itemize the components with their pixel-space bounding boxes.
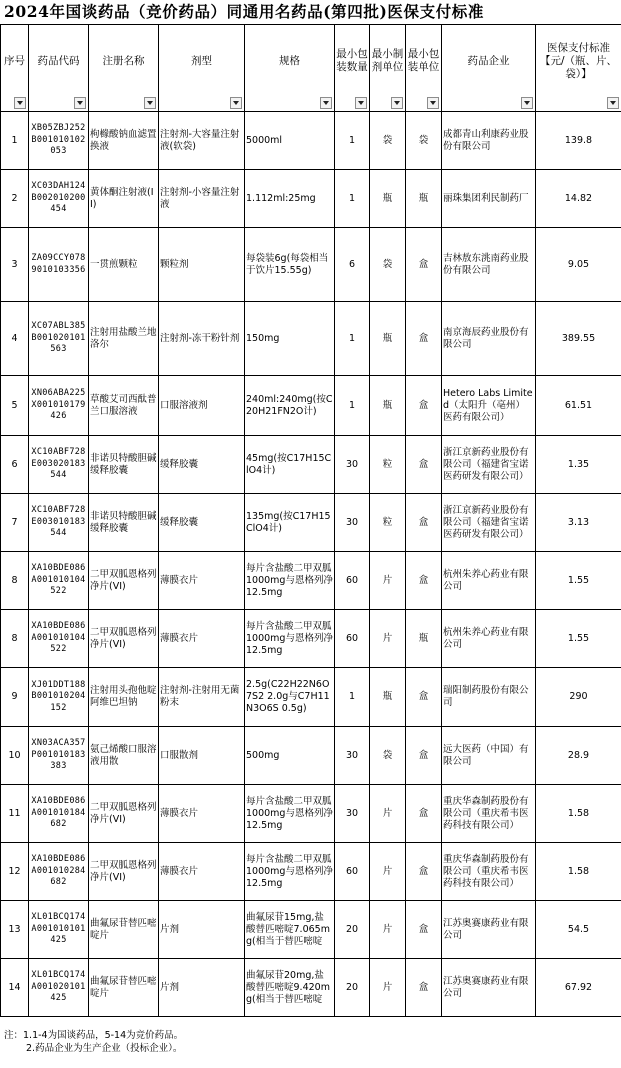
- registered-name-cell[interactable]: 氨己烯酸口服溶液用散: [89, 727, 159, 785]
- registered-name-cell[interactable]: 非诺贝特酸胆碱缓释胶囊: [89, 436, 159, 494]
- min-pack-unit-cell[interactable]: 盒: [406, 376, 442, 436]
- min-unit-cell[interactable]: 袋: [370, 112, 406, 170]
- company-cell[interactable]: 远大医药（中国）有限公司: [442, 727, 536, 785]
- company-cell[interactable]: 南京海辰药业股份有限公司: [442, 302, 536, 376]
- footnote-line: 2.药品企业为生产企业（投标企业）。: [26, 1043, 183, 1054]
- table-row: [1, 901, 621, 959]
- payment-standard-cell[interactable]: 139.8: [536, 112, 621, 170]
- min-pack-qty-cell[interactable]: 1: [335, 668, 370, 727]
- row-number-cell[interactable]: 6: [1, 436, 29, 494]
- company-cell[interactable]: 重庆华森制药股份有限公司（重庆希韦医药科技有限公司）: [442, 843, 536, 901]
- row-number-cell[interactable]: 11: [1, 785, 29, 843]
- column-header: 最小包装单位: [406, 25, 442, 112]
- min-pack-qty-cell[interactable]: 1: [335, 376, 370, 436]
- filter-dropdown-icon[interactable]: [521, 97, 533, 109]
- row-number-cell[interactable]: 14: [1, 959, 29, 1017]
- specification-cell[interactable]: 每片含盐酸二甲双胍1000mg与恩格列净12.5mg: [245, 552, 335, 610]
- filter-dropdown-icon[interactable]: [320, 97, 332, 109]
- min-pack-qty-cell[interactable]: 60: [335, 843, 370, 901]
- payment-standard-cell[interactable]: 1.55: [536, 552, 621, 610]
- min-unit-cell[interactable]: 粒: [370, 494, 406, 552]
- dosage-form-cell[interactable]: 缓释胶囊: [159, 494, 245, 552]
- drug-code-cell[interactable]: XA10BDE086A001010104522: [29, 552, 89, 610]
- min-unit-cell[interactable]: 瓶: [370, 302, 406, 376]
- registered-name-cell[interactable]: 二甲双胍恩格列净片(VI): [89, 843, 159, 901]
- specification-cell[interactable]: 2.5g(C22H22N6O7S2 2.0g与C7H11N3O6S 0.5g): [245, 668, 335, 727]
- dosage-form-cell[interactable]: 颗粒剂: [159, 228, 245, 302]
- company-cell[interactable]: 丽珠集团利民制药厂: [442, 170, 536, 228]
- dosage-form-cell[interactable]: 薄膜衣片: [159, 610, 245, 668]
- payment-standard-cell[interactable]: 389.55: [536, 302, 621, 376]
- min-pack-unit-cell[interactable]: 盒: [406, 668, 442, 727]
- row-number-cell[interactable]: 8: [1, 552, 29, 610]
- table-row: [1, 494, 621, 552]
- specification-cell[interactable]: 每片含盐酸二甲双胍1000mg与恩格列净12.5mg: [245, 843, 335, 901]
- min-pack-qty-cell[interactable]: 6: [335, 228, 370, 302]
- min-pack-qty-cell[interactable]: 60: [335, 610, 370, 668]
- drug-code-cell[interactable]: XB05ZBJ252B001010102053: [29, 112, 89, 170]
- min-pack-unit-cell[interactable]: 瓶: [406, 610, 442, 668]
- row-number-cell[interactable]: 8: [1, 610, 29, 668]
- min-pack-unit-cell[interactable]: 袋: [406, 112, 442, 170]
- row-number-cell[interactable]: 10: [1, 727, 29, 785]
- dosage-form-cell[interactable]: 注射剂-注射用无菌粉末: [159, 668, 245, 727]
- min-pack-unit-cell[interactable]: 盒: [406, 727, 442, 785]
- min-unit-cell[interactable]: 片: [370, 843, 406, 901]
- table-row: [1, 112, 621, 170]
- dosage-form-cell[interactable]: 薄膜衣片: [159, 552, 245, 610]
- specification-cell[interactable]: 每片含盐酸二甲双胍1000mg与恩格列净12.5mg: [245, 610, 335, 668]
- table-row: [1, 843, 621, 901]
- row-number-cell[interactable]: 7: [1, 494, 29, 552]
- min-unit-cell[interactable]: 袋: [370, 228, 406, 302]
- drug-code-cell[interactable]: XC07ABL385B001020101563: [29, 302, 89, 376]
- header-row: [1, 25, 621, 112]
- specification-cell[interactable]: 5000ml: [245, 112, 335, 170]
- registered-name-cell[interactable]: 枸橼酸钠血滤置换液: [89, 112, 159, 170]
- registered-name-cell[interactable]: 二甲双胍恩格列净片(VI): [89, 610, 159, 668]
- footnote: [4, 1029, 183, 1055]
- filter-dropdown-icon[interactable]: [391, 97, 403, 109]
- dosage-form-cell[interactable]: 口服散剂: [159, 727, 245, 785]
- column-header: 注册名称: [89, 25, 159, 112]
- payment-standard-cell[interactable]: 3.13: [536, 494, 621, 552]
- specification-cell[interactable]: 每片含盐酸二甲双胍1000mg与恩格列净12.5mg: [245, 785, 335, 843]
- drug-code-cell[interactable]: XA10BDE086A001010104522: [29, 610, 89, 668]
- filter-dropdown-icon[interactable]: [355, 97, 367, 109]
- table-body: [1, 112, 621, 1017]
- company-cell[interactable]: 吉林敖东洮南药业股份有限公司: [442, 228, 536, 302]
- registered-name-cell[interactable]: 一贯煎颗粒: [89, 228, 159, 302]
- min-pack-qty-cell[interactable]: 30: [335, 727, 370, 785]
- min-pack-unit-cell[interactable]: 盒: [406, 843, 442, 901]
- company-cell[interactable]: 杭州朱养心药业有限公司: [442, 552, 536, 610]
- min-pack-unit-cell[interactable]: 盒: [406, 901, 442, 959]
- min-pack-qty-cell[interactable]: 1: [335, 302, 370, 376]
- drug-code-cell[interactable]: XC10ABF728E003020183544: [29, 436, 89, 494]
- table-row: [1, 228, 621, 302]
- min-pack-qty-cell[interactable]: 20: [335, 959, 370, 1017]
- filter-dropdown-icon[interactable]: [74, 97, 86, 109]
- table-row: [1, 552, 621, 610]
- min-unit-cell[interactable]: 片: [370, 785, 406, 843]
- dosage-form-cell[interactable]: 注射剂-小容量注射液: [159, 170, 245, 228]
- row-number-cell[interactable]: 1: [1, 112, 29, 170]
- registered-name-cell[interactable]: 草酸艾司西酞普兰口服溶液: [89, 376, 159, 436]
- row-number-cell[interactable]: 4: [1, 302, 29, 376]
- table-row: [1, 436, 621, 494]
- company-cell[interactable]: Hetero Labs Limited（太阳升（亳州）医药有限公司）: [442, 376, 536, 436]
- dosage-form-cell[interactable]: 缓释胶囊: [159, 436, 245, 494]
- payment-standard-cell[interactable]: 290: [536, 668, 621, 727]
- min-unit-cell[interactable]: 瓶: [370, 376, 406, 436]
- registered-name-cell[interactable]: 曲氟尿苷替匹嘧啶片: [89, 959, 159, 1017]
- dosage-form-cell[interactable]: 注射剂-冻干粉针剂: [159, 302, 245, 376]
- company-cell[interactable]: 浙江京新药业股份有限公司（福建省宝诺医药研发有限公司）: [442, 436, 536, 494]
- drug-code-cell[interactable]: ZA09CCY0789010103356: [29, 228, 89, 302]
- company-cell[interactable]: 江苏奥赛康药业有限公司: [442, 959, 536, 1017]
- payment-standard-cell[interactable]: 28.9: [536, 727, 621, 785]
- min-unit-cell[interactable]: 瓶: [370, 668, 406, 727]
- min-pack-unit-cell[interactable]: 盒: [406, 552, 442, 610]
- min-unit-cell[interactable]: 片: [370, 901, 406, 959]
- min-pack-unit-cell[interactable]: 盒: [406, 302, 442, 376]
- dosage-form-cell[interactable]: 薄膜衣片: [159, 785, 245, 843]
- min-unit-cell[interactable]: 袋: [370, 727, 406, 785]
- row-number-cell[interactable]: 3: [1, 228, 29, 302]
- registered-name-cell[interactable]: 曲氟尿苷替匹嘧啶片: [89, 901, 159, 959]
- row-number-cell[interactable]: 5: [1, 376, 29, 436]
- company-cell[interactable]: 重庆华森制药股份有限公司（重庆希韦医药科技有限公司）: [442, 785, 536, 843]
- specification-cell[interactable]: 1.112ml:25mg: [245, 170, 335, 228]
- filter-dropdown-icon[interactable]: [144, 97, 156, 109]
- page-title: 2024年国谈药品（竞价药品）同通用名药品(第四批)医保支付标准: [4, 2, 485, 21]
- payment-standard-cell[interactable]: 1.58: [536, 785, 621, 843]
- company-cell[interactable]: 江苏奥赛康药业有限公司: [442, 901, 536, 959]
- specification-cell[interactable]: 150mg: [245, 302, 335, 376]
- registered-name-cell[interactable]: 黄体酮注射液(II): [89, 170, 159, 228]
- dosage-form-cell[interactable]: 注射剂-大容量注射液(软袋): [159, 112, 245, 170]
- drug-code-cell[interactable]: XC10ABF728E003010183544: [29, 494, 89, 552]
- data-table: [0, 24, 621, 1017]
- min-unit-cell[interactable]: 粒: [370, 436, 406, 494]
- specification-cell[interactable]: 500mg: [245, 727, 335, 785]
- min-pack-qty-cell[interactable]: 30: [335, 494, 370, 552]
- min-unit-cell[interactable]: 片: [370, 552, 406, 610]
- min-pack-unit-cell[interactable]: 盒: [406, 785, 442, 843]
- table-row: [1, 376, 621, 436]
- column-header: 最小制剂单位: [370, 25, 406, 112]
- payment-standard-cell[interactable]: 1.58: [536, 843, 621, 901]
- min-pack-qty-cell[interactable]: 1: [335, 112, 370, 170]
- registered-name-cell[interactable]: 二甲双胍恩格列净片(VI): [89, 785, 159, 843]
- company-cell[interactable]: 瑞阳制药股份有限公司: [442, 668, 536, 727]
- drug-code-cell[interactable]: XJ01DDT188B001010204152: [29, 668, 89, 727]
- min-pack-unit-cell[interactable]: 瓶: [406, 170, 442, 228]
- specification-cell[interactable]: 曲氟尿苷20mg,盐酸替匹嘧啶9.420mg(相当于替匹嘧啶: [245, 959, 335, 1017]
- dosage-form-cell[interactable]: 口服溶液剂: [159, 376, 245, 436]
- specification-cell[interactable]: 曲氟尿苷15mg,盐酸替匹嘧啶7.065mg(相当于替匹嘧啶: [245, 901, 335, 959]
- drug-code-cell[interactable]: XC03DAH124B002010200454: [29, 170, 89, 228]
- company-cell[interactable]: 杭州朱养心药业有限公司: [442, 610, 536, 668]
- min-unit-cell[interactable]: 瓶: [370, 170, 406, 228]
- registered-name-cell[interactable]: 注射用盐酸兰地洛尔: [89, 302, 159, 376]
- dosage-form-cell[interactable]: 薄膜衣片: [159, 843, 245, 901]
- min-unit-cell[interactable]: 片: [370, 959, 406, 1017]
- table-row: [1, 959, 621, 1017]
- row-number-cell[interactable]: 2: [1, 170, 29, 228]
- table-row: [1, 727, 621, 785]
- payment-standard-cell[interactable]: 67.92: [536, 959, 621, 1017]
- table-row: [1, 302, 621, 376]
- column-header: 最小包装数量: [335, 25, 370, 112]
- drug-code-cell[interactable]: XN03ACA357P001010183383: [29, 727, 89, 785]
- specification-cell[interactable]: 每袋装6g(每袋相当于饮片15.55g): [245, 228, 335, 302]
- company-cell[interactable]: 成都青山利康药业股份有限公司: [442, 112, 536, 170]
- company-cell[interactable]: 浙江京新药业股份有限公司（福建省宝诺医药研发有限公司）: [442, 494, 536, 552]
- column-header: 规格: [245, 25, 335, 112]
- payment-standard-cell[interactable]: 1.55: [536, 610, 621, 668]
- min-pack-qty-cell[interactable]: 20: [335, 901, 370, 959]
- footnote-line: 注：1.1-4为国谈药品，5-14为竞价药品。: [4, 1030, 184, 1041]
- column-header: 药品企业: [442, 25, 536, 112]
- payment-standard-cell[interactable]: 14.82: [536, 170, 621, 228]
- table-row: [1, 170, 621, 228]
- row-number-cell[interactable]: 12: [1, 843, 29, 901]
- column-header: 序号: [1, 25, 29, 112]
- registered-name-cell[interactable]: 二甲双胍恩格列净片(VI): [89, 552, 159, 610]
- row-number-cell[interactable]: 9: [1, 668, 29, 727]
- payment-standard-cell[interactable]: 54.5: [536, 901, 621, 959]
- dosage-form-cell[interactable]: 片剂: [159, 959, 245, 1017]
- min-pack-unit-cell[interactable]: 盒: [406, 959, 442, 1017]
- min-pack-qty-cell[interactable]: 60: [335, 552, 370, 610]
- column-header: 药品代码: [29, 25, 89, 112]
- specification-cell[interactable]: 45mg(按C17H15ClO4计): [245, 436, 335, 494]
- filter-dropdown-icon[interactable]: [607, 97, 619, 109]
- dosage-form-cell[interactable]: 片剂: [159, 901, 245, 959]
- table-row: [1, 785, 621, 843]
- min-unit-cell[interactable]: 片: [370, 610, 406, 668]
- filter-dropdown-icon[interactable]: [230, 97, 242, 109]
- row-number-cell[interactable]: 13: [1, 901, 29, 959]
- min-pack-unit-cell[interactable]: 盒: [406, 494, 442, 552]
- min-pack-unit-cell[interactable]: 盒: [406, 436, 442, 494]
- specification-cell[interactable]: 240ml:240mg(按C20H21FN2O计): [245, 376, 335, 436]
- payment-standard-cell[interactable]: 9.05: [536, 228, 621, 302]
- table-row: [1, 668, 621, 727]
- min-pack-qty-cell[interactable]: 30: [335, 785, 370, 843]
- table-row: [1, 610, 621, 668]
- column-header: 医保支付标准【元/（瓶、片、袋）】: [536, 25, 621, 112]
- column-header: 剂型: [159, 25, 245, 112]
- min-pack-unit-cell[interactable]: 盒: [406, 228, 442, 302]
- drug-code-cell[interactable]: XA10BDE086A001010184682: [29, 785, 89, 843]
- registered-name-cell[interactable]: 注射用头孢他啶阿维巴坦钠: [89, 668, 159, 727]
- drug-code-cell[interactable]: XL01BCQ174A001010101425: [29, 901, 89, 959]
- min-pack-qty-cell[interactable]: 1: [335, 170, 370, 228]
- drug-code-cell[interactable]: XL01BCQ174A001020101425: [29, 959, 89, 1017]
- filter-dropdown-icon[interactable]: [427, 97, 439, 109]
- filter-dropdown-icon[interactable]: [14, 97, 26, 109]
- min-pack-qty-cell[interactable]: 30: [335, 436, 370, 494]
- drug-code-cell[interactable]: XA10BDE086A001010284682: [29, 843, 89, 901]
- drug-code-cell[interactable]: XN06ABA225X001010179426: [29, 376, 89, 436]
- specification-cell[interactable]: 135mg(按C17H15ClO4计): [245, 494, 335, 552]
- payment-standard-cell[interactable]: 61.51: [536, 376, 621, 436]
- payment-standard-cell[interactable]: 1.35: [536, 436, 621, 494]
- registered-name-cell[interactable]: 非诺贝特酸胆碱缓释胶囊: [89, 494, 159, 552]
